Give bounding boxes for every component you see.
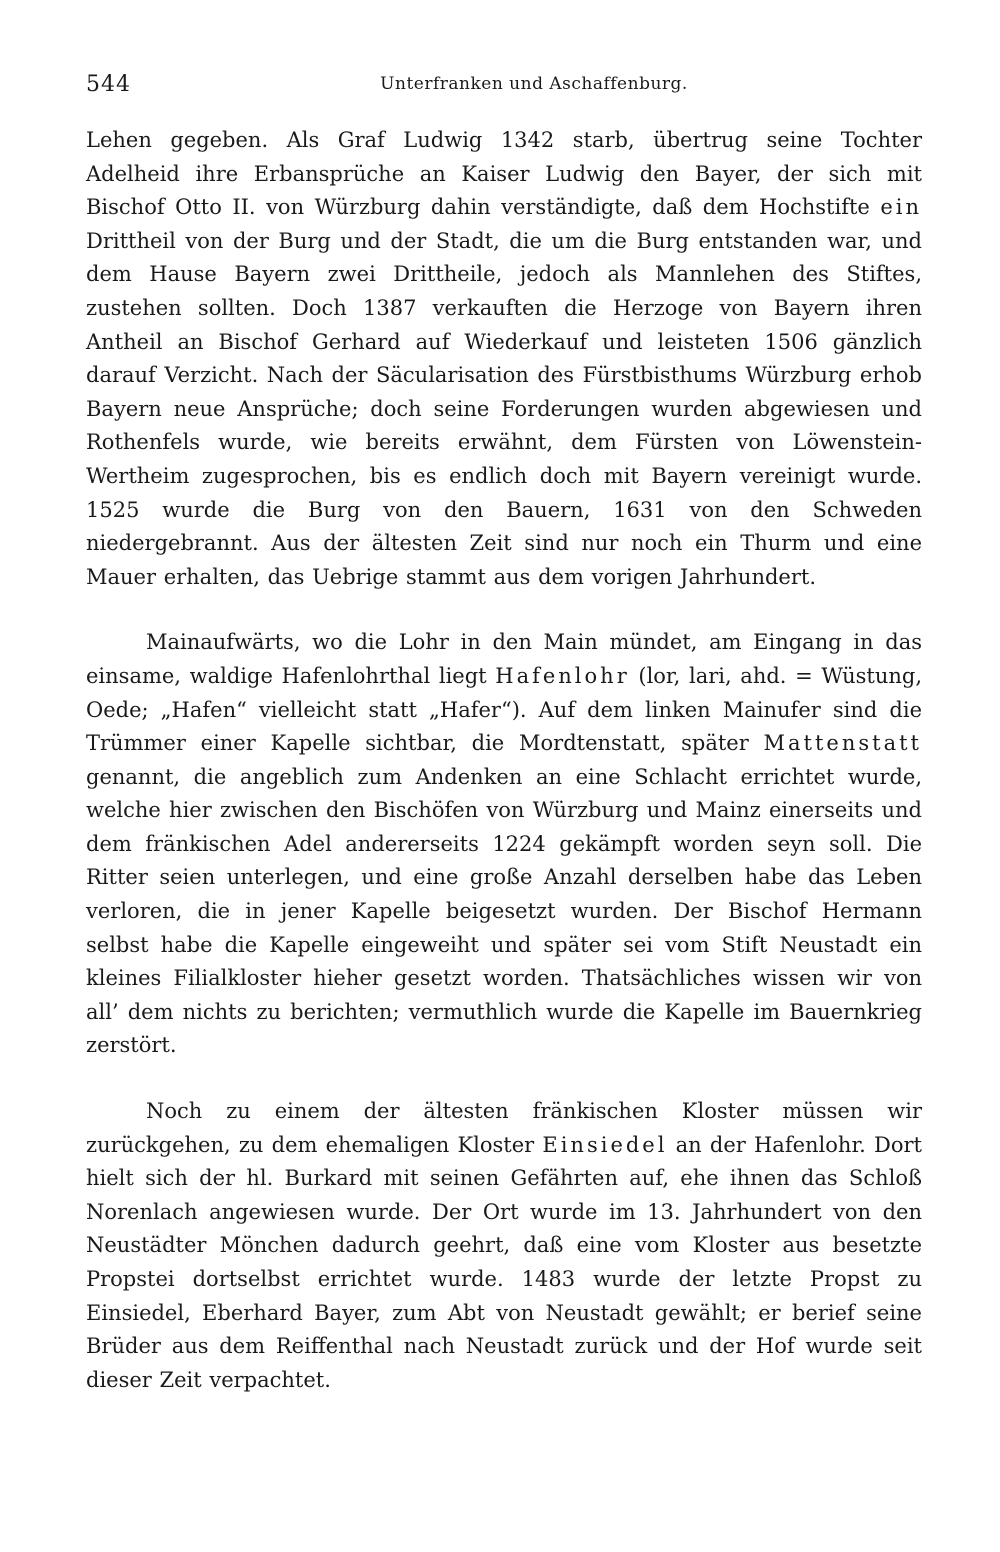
emphasized-term: Einsiedel	[542, 1132, 668, 1157]
text-run: Mainaufwärts, wo die Lohr in den Main mündet, am Eingang in das einsame, waldige Hafenlohrthal liegt	[86, 630, 922, 688]
running-head: Unterfranken und Aschaffenburg.	[380, 74, 688, 94]
body-text	[86, 124, 922, 1397]
emphasized-term: Hafenlohr	[495, 663, 630, 688]
emphasized-term: Mattenstatt	[763, 731, 922, 756]
text-run: Noch zu einem der ältesten fränkischen Kloster müssen wir zurückgehen, zu dem ehemaligen Kloster	[86, 1099, 922, 1157]
page-number: 544	[86, 72, 131, 97]
text-run: Lehen gegeben. Als Graf Ludwig 1342 starb, übertrug seine Tochter Adelheid ihre Erbansprüche an Kaiser Ludwig den Bayer, der sich mit Bischof Otto II. von Würzburg dahin verständigte, daß dem Hochstifte	[86, 128, 922, 220]
emphasized-term: ein	[880, 195, 922, 220]
page-header	[86, 72, 922, 108]
paragraph	[86, 626, 922, 1063]
text-run: an der Hafenlohr. Dort hielt sich der hl. Burkard mit seinen Gefährten auf, ehe ihnen das Schloß Norenlach angewiesen wurde. Der Ort wurde im 13. Jahrhundert von den Neustädter Mönchen dadurch geehrt, daß eine vom Kloster aus besetzte Propstei dortselbst errichtet wurde. 1483 wurde der letzte Propst zu Einsiedel, Eberhard Bayer, zum Abt von Neustadt gewählt; er berief seine Brüder aus dem Reiffenthal nach Neustadt zurück und der Hof wurde seit dieser Zeit verpachtet.	[86, 1132, 922, 1392]
paragraph	[86, 1095, 922, 1397]
text-run: genannt, die angeblich zum Andenken an eine Schlacht errichtet wurde, welche hier zwischen den Bischöfen von Würzburg und Mainz einerseits und dem fränkischen Adel andererseits 1224 gekämpft worden seyn soll. Die Ritter seien unterlegen, und eine große Anzahl derselben habe das Leben verloren, die in jener Kapelle beigesetzt wurden. Der Bischof Hermann selbst habe die Kapelle eingeweiht und später sei vom Stift Neustadt ein kleines Filialkloster hieher gesetzt worden. Thatsächliches wissen wir von all’ dem nichts zu berichten; vermuthlich wurde die Kapelle im Bauernkrieg zerstört.	[86, 764, 922, 1058]
text-run: (lor, lari, ahd. = Wüstung, Oede; „Hafen“ vielleicht statt „Hafer“). Auf dem linken Mainufer sind die Trümmer einer Kapelle sichtbar, die Mordtenstatt, später	[86, 663, 922, 756]
text-run: Drittheil von der Burg und der Stadt, die um die Burg entstanden war, und dem Hause Bayern zwei Drittheile, jedoch als Mannlehen des Stiftes, zustehen sollten. Doch 1387 verkauften die Herzoge von Bayern ihren Antheil an Bischof Gerhard auf Wiederkauf und leisteten 1506 gänzlich darauf Verzicht. Nach der Säcularisation des Fürstbisthums Würzburg erhob Bayern neue Ansprüche; doch seine Forderungen wurden abgewiesen und Rothenfels wurde, wie bereits erwähnt, dem Fürsten von Löwenstein-Wertheim zugesprochen, bis es endlich doch mit Bayern vereinigt wurde. 1525 wurde die Burg von den Bauern, 1631 von den Schweden niedergebrannt. Aus der ältesten Zeit sind nur noch ein Thurm und eine Mauer erhalten, das Uebrige stammt aus dem vorigen Jahrhundert.	[86, 228, 922, 589]
paragraph	[86, 124, 922, 594]
